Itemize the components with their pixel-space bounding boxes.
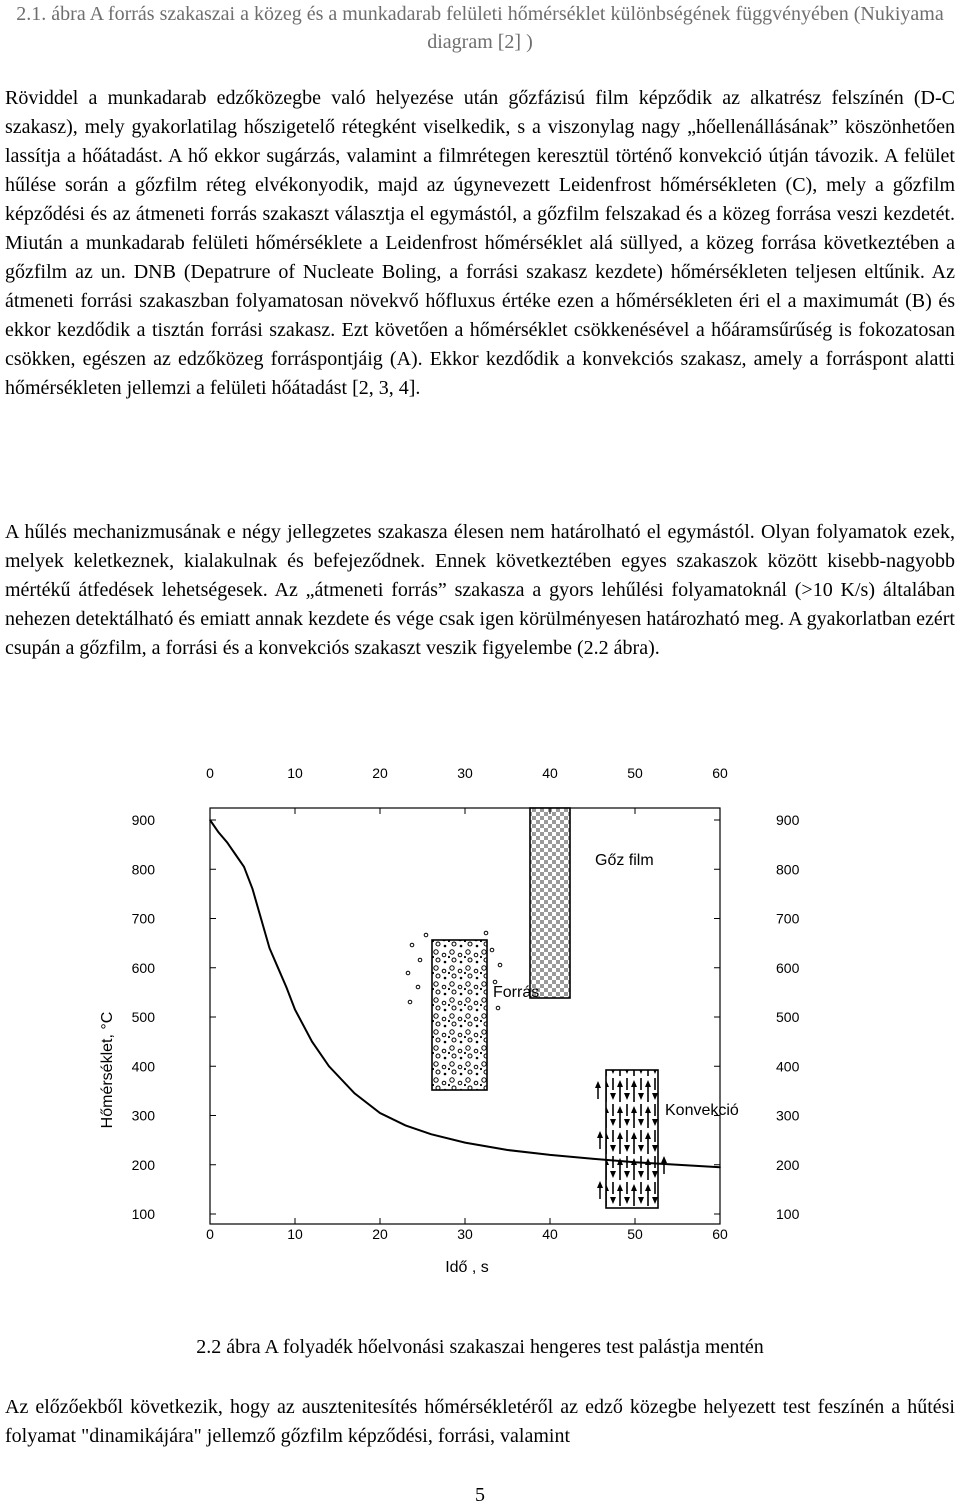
cooling-curve-chart bbox=[0, 740, 960, 1320]
curve-point bbox=[286, 987, 288, 989]
bubble-dot bbox=[410, 943, 414, 947]
x-tick-label-bottom: 50 bbox=[627, 1226, 643, 1242]
figure-caption: 2.2 ábra A folyadék hőelvonási szakaszai hengeres test palástja mentén bbox=[196, 1336, 764, 1358]
curve-point bbox=[269, 947, 271, 949]
bubble-dot bbox=[418, 958, 422, 962]
y-tick-label-right: 400 bbox=[776, 1058, 800, 1075]
y-tick-label-left: 300 bbox=[131, 1107, 155, 1124]
curve-point bbox=[235, 854, 237, 856]
arrow-head bbox=[595, 1081, 601, 1088]
chart-regions bbox=[406, 808, 739, 1208]
x-axis-title: Idő , s bbox=[445, 1259, 489, 1276]
y-tick-label-left: 500 bbox=[131, 1009, 155, 1025]
bubble-dot bbox=[406, 971, 410, 975]
paragraph-film-boiling: Röviddel a munkadarab edzőközegbe való helyezése után gőzfázisú film képződik az alkatrész felszínén (D-C szakasz), mely gyakorlatilag hőszigetelő rétegként viselkedik, s a viszonylag nagy „hőellenállásának” köszönhetően lassítja a hőátadást. A hő ekkor sugárzás, valamint a filmrétegen keresztül történő konvekció útján távozik. A felület hűlése során a gőzfilm réteg elvékonyodik, majd az úgynevezett Leidenfrost hőmérsékleten (C), mely a gőzfilm képződési és az átmeneti forrás szakaszt választja el egymástól, a gőzfilm felszakad és a közeg forrása veszi kezdetét. Miután a munkadarab felületi hőmérséklete a Leidenfrost hőmérséklet alá süllyed, a közeg forrása következtében a gőzfilm az un. DNB (Depatrure of Nucleate Boling, a forrási szakasz kezdete) hőmérsékleten teljesen eltűnik. Az átmeneti forrási szakaszban folyamatosan növekvő hőfluxus értéke ezen a hőmérsékleten éri el a maximumát (B) és ekkor kezdődik a tisztán forrási szakasz. Ezt követően a hőmérséklet csökkenésével a hőáramsűrűség is fokozatosan csökken, egészen az edzőközeg forráspontjáig (A). Ekkor kezdődik a konvekciós szakasz, amely a forráspont alatti hőmérsékleten jellemzi a felületi hőátadást [2, 3, 4]. bbox=[5, 87, 955, 399]
curve-point bbox=[311, 1041, 313, 1043]
y-axis-title: Hőmérséklet, °C bbox=[99, 1011, 116, 1129]
y-tick-label-right: 100 bbox=[776, 1206, 800, 1222]
x-tick-label-top: 50 bbox=[627, 765, 643, 781]
y-tick-label-left: 900 bbox=[131, 812, 155, 828]
curve-point bbox=[677, 1164, 679, 1166]
curve-point bbox=[464, 1142, 466, 1144]
y-tick-label-right: 700 bbox=[776, 910, 800, 927]
x-tick-label-bottom: 20 bbox=[372, 1226, 388, 1242]
curve-point bbox=[354, 1093, 356, 1095]
arrow-head bbox=[661, 1156, 667, 1163]
y-tick-label-right: 500 bbox=[776, 1009, 800, 1025]
curve-point bbox=[549, 1154, 551, 1156]
curve-point bbox=[328, 1065, 330, 1067]
bubble-dot bbox=[424, 933, 428, 937]
x-tick-label-top: 20 bbox=[372, 765, 388, 781]
curve-point bbox=[405, 1125, 407, 1127]
x-tick-label-bottom: 10 bbox=[287, 1226, 303, 1242]
figure-caption-top: 2.1. ábra A forrás szakaszai a közeg és a munkadarab felületi hőmérséklet különbségének függvényében (Nukiyama diagram [2] ) bbox=[16, 3, 944, 53]
curve-point bbox=[226, 841, 228, 843]
curve-point bbox=[260, 918, 262, 920]
region-box-1 bbox=[530, 808, 570, 998]
arrow-head bbox=[597, 1181, 603, 1188]
bubble-dot bbox=[496, 1006, 500, 1010]
curve-point bbox=[634, 1161, 636, 1163]
x-tick-label-top: 0 bbox=[206, 765, 214, 781]
paragraph-conclusion: Az előzőekből következik, hogy az ausztenitesítés hőmérsékletéről az edző közegbe helyezett test feszínén a hűtési folyamat "dinamikájára" jellemző gőzfilm képződési, forrási, valamint bbox=[5, 1396, 955, 1447]
y-tick-label-left: 600 bbox=[131, 959, 155, 976]
x-tick-label-top: 10 bbox=[287, 765, 303, 781]
y-tick-label-right: 600 bbox=[776, 959, 800, 976]
x-tick-label-top: 40 bbox=[542, 765, 558, 781]
page-number: 5 bbox=[475, 1484, 485, 1506]
bubble-dot bbox=[416, 985, 420, 989]
y-tick-label-right: 800 bbox=[776, 861, 800, 878]
x-tick-label-bottom: 30 bbox=[457, 1226, 473, 1242]
curve-point bbox=[592, 1158, 594, 1160]
curve-point bbox=[218, 832, 220, 834]
region-box-2 bbox=[432, 940, 487, 1090]
y-tick-label-left: 400 bbox=[131, 1058, 155, 1075]
curve-point bbox=[294, 1009, 296, 1011]
y-tick-label-left: 100 bbox=[131, 1206, 155, 1222]
y-tick-label-right: 200 bbox=[776, 1156, 800, 1173]
bubble-dot bbox=[408, 1000, 412, 1004]
region-box-3 bbox=[606, 1070, 658, 1208]
bubble-dot bbox=[484, 931, 488, 935]
curve-point bbox=[507, 1149, 509, 1151]
region-label-1: Gőz film bbox=[595, 852, 654, 869]
paragraph-cooling-stages: A hűlés mechanizmusának e négy jellegzetes szakasza élesen nem határolható el egymástól. Olyan folyamatok ezek, melyek keletkeznek, kialakulnak és befejeződnek. Ennek következtében egyes szakaszok között kisebb-nagyobb mértékű átfedések lehetségesek. Az „átmeneti forrás” szakasza a gyors lehűlési folyamatoknál (>10 K/s) általában nehezen detektálható és emiatt annak kezdete és vége csak igen körülményesen határozható meg. A gyakorlatban ezért csupán a gőzfilm, a forrási és a konvekciós szakaszt veszik figyelembe (2.2 ábra). bbox=[5, 521, 955, 659]
curve-point bbox=[243, 866, 245, 868]
y-tick-label-left: 200 bbox=[131, 1156, 155, 1173]
y-tick-label-left: 800 bbox=[131, 861, 155, 878]
curve-point bbox=[379, 1112, 381, 1114]
bubble-dot bbox=[498, 963, 502, 967]
x-tick-label-bottom: 40 bbox=[542, 1226, 558, 1242]
curve-point bbox=[277, 967, 279, 969]
y-tick-label-right: 300 bbox=[776, 1107, 800, 1124]
region-label-2: Forrás bbox=[493, 984, 540, 1001]
bubble-dot bbox=[490, 948, 494, 952]
curve-point bbox=[209, 819, 211, 821]
x-tick-label-top: 60 bbox=[712, 765, 728, 781]
x-tick-label-top: 30 bbox=[457, 765, 473, 781]
curve-point bbox=[252, 888, 254, 890]
y-tick-label-left: 700 bbox=[131, 910, 155, 927]
arrow-head bbox=[597, 1131, 603, 1138]
curve-point bbox=[430, 1133, 432, 1135]
x-tick-label-bottom: 60 bbox=[712, 1226, 728, 1242]
y-tick-label-right: 900 bbox=[776, 812, 800, 828]
curve-point bbox=[719, 1166, 721, 1168]
region-label-3: Konvekció bbox=[665, 1102, 739, 1119]
x-tick-label-bottom: 0 bbox=[206, 1226, 214, 1242]
